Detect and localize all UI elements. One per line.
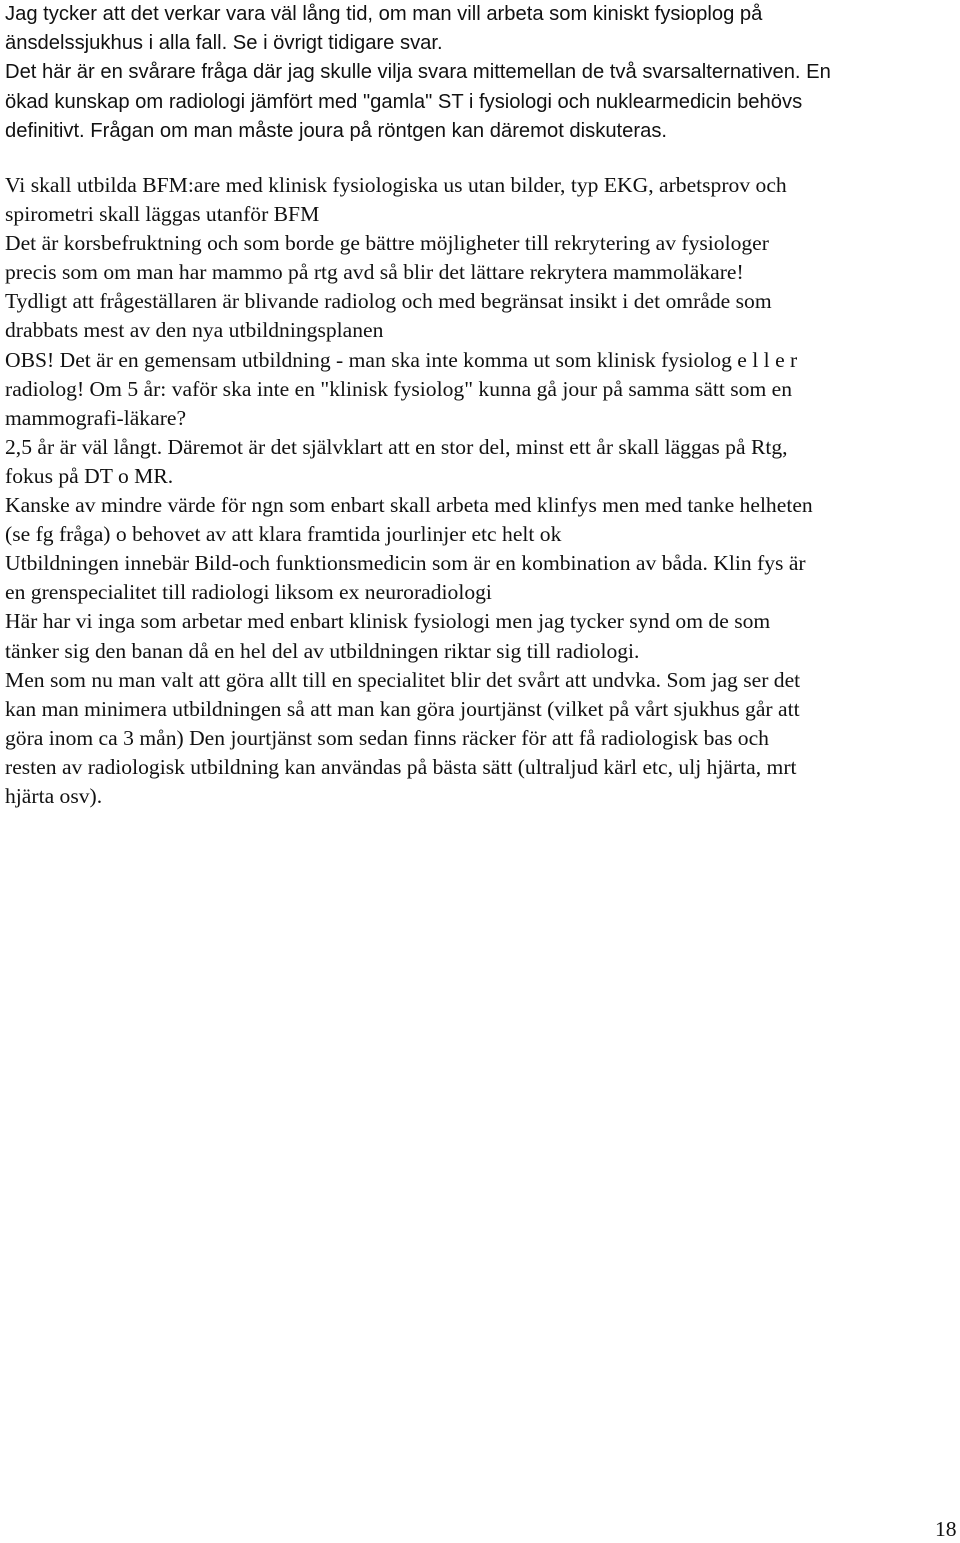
document-page <box>5 0 955 808</box>
comment-line: (se fg fråga) o behovet av att klara framtida jourlinjer etc helt ok <box>5 522 562 547</box>
comment-line: fokus på DT o MR. <box>5 463 174 488</box>
comment-line: Det är korsbefruktning och som borde ge bättre möjligheter till rekrytering av fysiologer <box>5 231 769 256</box>
comment-line: änsdelssjukhus i alla fall. Se i övrigt tidigare svar. <box>5 32 443 55</box>
comment-line: hjärta osv). <box>5 783 103 808</box>
comment-line: en grenspecialitet till radiologi liksom ex neuroradiologi <box>5 580 492 605</box>
comment-line: spirometri skall läggas utanför BFM <box>5 202 320 227</box>
comment-line: kan man minimera utbildningen så att man kan göra jourtjänst (vilket på vårt sjukhus går att <box>5 696 800 721</box>
comment-line: göra inom ca 3 mån) Den jourtjänst som sedan finns räcker för att få radiologisk bas och <box>5 725 769 750</box>
comment-line: Vi skall utbilda BFM:are med klinisk fysiologiska us utan bilder, typ EKG, arbetsprov och <box>5 173 787 197</box>
comment-line: drabbats mest av den nya utbildningsplanen <box>5 318 384 343</box>
comment-line: Kanske av mindre värde för ngn som enbart skall arbeta med klinfys men med tanke helheten <box>5 493 813 518</box>
comment-line: Jag tycker att det verkar vara väl lång tid, om man vill arbeta som kiniskt fysioplog på <box>5 3 763 25</box>
comment-line: resten av radiologisk utbildning kan användas på bästa sätt (ultraljud kärl etc, ulj hjärta, mrt <box>5 754 797 779</box>
comment-line: definitivt. Frågan om man måste joura på röntgen kan däremot diskuteras. <box>5 119 668 142</box>
comment-line: radiolog! Om 5 år: vaför ska inte en "klinisk fysiolog" kunna gå jour på samma sätt som en <box>5 376 793 401</box>
comment-line: OBS! Det är en gemensam utbildning - man ska inte komma ut som klinisk fysiolog e l l e r <box>5 347 798 372</box>
comment-line: Men som nu man valt att göra allt till en specialitet blir det svårt att undvka. Som jag ser det <box>5 667 801 692</box>
comment-line: ökad kunskap om radiologi jämfört med "gamla" ST i fysiologi och nuklearmedicin behövs <box>5 90 803 113</box>
comment-line: Det här är en svårare fråga där jag skulle vilja svara mittemellan de två svarsalternativen. En <box>5 61 831 84</box>
comment-line: 2,5 år är väl långt. Däremot är det självklart att en stor del, minst ett år skall läggas på Rtg, <box>5 434 788 459</box>
comments-block-serif <box>5 171 955 811</box>
comment-line: precis som om man har mammo på rtg avd så blir det lättare rekrytera mammoläkare! <box>5 260 744 285</box>
comment-line: Här har vi inga som arbetar med enbart klinisk fysiologi men jag tycker synd om de som <box>5 609 771 634</box>
comment-line: mammografi-läkare? <box>5 405 187 430</box>
page-number: 18 <box>935 1517 957 1541</box>
comment-line: Tydligt att frågeställaren är blivande radiolog och med begränsat insikt i det område som <box>5 289 772 314</box>
comment-line: tänker sig den banan då en hel del av utbildningen riktar sig till radiologi. <box>5 638 640 663</box>
comments-block-sans <box>5 0 955 146</box>
comment-line: Utbildningen innebär Bild-och funktionsmedicin som är en kombination av båda. Klin fys är <box>5 551 806 576</box>
